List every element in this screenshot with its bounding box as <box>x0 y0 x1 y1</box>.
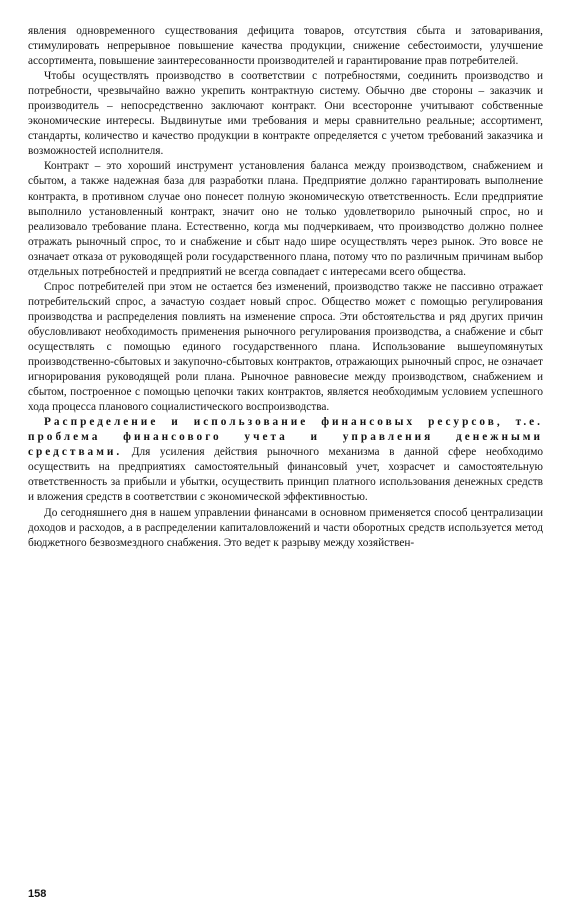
page-number: 158 <box>28 887 47 900</box>
document-page <box>28 24 543 902</box>
spaced-heading-text: Распределение и использование финансовых ресурсов, т.е. проблема финансового учета и управления денежными средствами. <box>28 416 543 459</box>
paragraph-2: Чтобы осуществлять производство в соответствии с потребностями, соединить производство и потребности, чрезвычайно важно укрепить контрактную систему. Обычно две стороны – заказчик и производитель – непосредственно заключают контракт. Они всесторонне учитывают собственные экономические интересы. Выдвинутые ими требования и меры сравнительно реальные; ассортимент, стандарты, количество и качество продукции в контракте определяется с учетом требований заказчика и возможностей исполнителя. <box>28 70 543 158</box>
paragraph-6: До сегодняшнего дня в нашем управлении финансами в основном применяется способ централизации доходов и расходов, а в распределении капиталовложений и части оборотных средств используется метод бюджетного безвозмездного снабжения. Это ведет к разрыву между хозяйствен- <box>28 506 543 549</box>
paragraph-5-body: Для усиления действия рыночного механизма в данной сфере необходимо осуществить на предприятиях самостоятельный финансовый учет, хозрасчет и самостоятельную ответственность за прибыли и убытки, осуществить принцип платного использования денежных средств и вложения средств в соответствии с экономической эффективностью. <box>28 446 543 504</box>
paragraph-3: Контракт – это хороший инструмент установления баланса между производством, снабжением и сбытом, а также надежная база для разработки плана. Предприятие должно гарантировать выполнение контракта, в противном случае оно понесет полную экономическую ответственность. Если предприятие выполнило установленный контракт, значит оно не только удовлетворило рыночный спрос, но и реализовало требование плана. Естественно, когда мы подчеркиваем, что производство должно полнее отражать рыночный спрос, то и снабжение и сбыт надо шире осуществлять через рынок. Это вовсе не означает отказа от руководящей роли государственного плана, потому что по различным причинам выбор отдельных потребностей и предприятий не всегда совпадает с интересами всего общества. <box>28 160 543 278</box>
paragraph-4: Спрос потребителей при этом не остается без изменений, производство также не пассивно отражает потребительский спрос, а зачастую создает новый спрос. Общество может с помощью регулирования производства и распределения повлиять на изменение спроса. Эти обстоятельства и ряд других причин обусловливают необходимость применения рыночного регулирования производства, а снабжение и сбыт осуществлять с помощью единого государственного плана. Использование вышеупомянутых производственно-сбытовых и закупочно-сбытовых контрактов, отражающих рыночный спрос, не означает игнорирования руководящей роли плана. Рыночное равновесие между производством, снабжением и сбытом, построенное с помощью цепочки таких контрактов, является необходимым условием успешного хода процесса планового социалистического воспроизводства. <box>28 280 543 414</box>
paragraph-5 <box>28 415 543 505</box>
paragraph-1: явления одновременного существования дефицита товаров, отсутствия сбыта и затоваривания, стимулировать непрерывное повышение качества продукции, снижение себестоимости, улучшение ассортимента, повышение заинтересованности производителей и гарантирование прав потребителей. <box>28 25 543 68</box>
